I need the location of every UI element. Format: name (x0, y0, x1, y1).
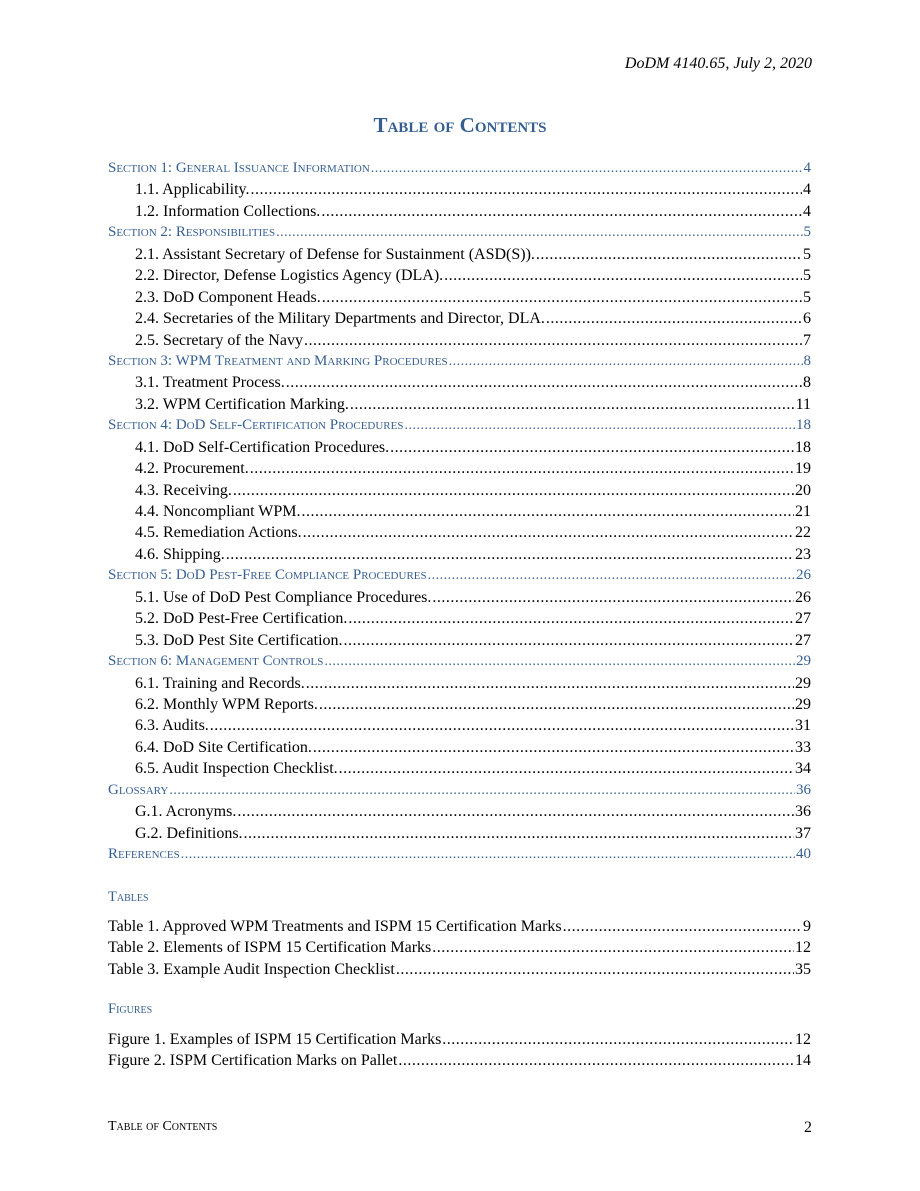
toc-section-entry-label: Section 4: DoD Self-Certification Procedures (108, 417, 404, 434)
table-list-entry[interactable] (108, 959, 811, 980)
toc-subsection-entry[interactable] (108, 201, 811, 222)
toc-subsection-entry[interactable] (108, 244, 811, 265)
figure-list-entry-label: Figure 1. Examples of ISPM 15 Certification Marks (108, 1031, 442, 1048)
dot-leader (244, 823, 794, 844)
toc-subsection-entry-label: 4.3. Receiving. (135, 481, 232, 499)
dot-leader (563, 916, 802, 937)
toc-subsection-entry-label: G.2. Definitions. (135, 824, 243, 842)
table-list-entry-page-number: 35 (795, 960, 811, 978)
dot-leader (449, 351, 803, 372)
toc-section-entry-label: Section 2: Responsibilities (108, 224, 276, 241)
toc-section-entry[interactable] (108, 158, 811, 179)
tables-list (108, 916, 811, 980)
tables-heading: Tables (108, 889, 149, 905)
toc-subsection-entry-page-number: 5 (803, 288, 811, 306)
toc-subsection-entry[interactable] (108, 694, 811, 715)
toc-subsection-entry[interactable] (108, 372, 811, 393)
toc-subsection-entry[interactable] (108, 608, 811, 629)
toc-section-entry-label: Glossary (108, 781, 169, 798)
toc-subsection-entry-label: 6.2. Monthly WPM Reports. (135, 695, 318, 713)
figures-list (108, 1029, 811, 1072)
figure-list-entry[interactable] (108, 1029, 811, 1050)
toc-subsection-entry-page-number: 29 (795, 695, 811, 713)
toc-subsection-entry-label: G.1. Acronyms. (135, 803, 237, 821)
toc-subsection-entry-page-number: 31 (795, 717, 811, 735)
dot-leader (324, 651, 795, 672)
toc-section-entry-page-number: 5 (803, 224, 811, 241)
dot-leader (250, 458, 794, 479)
toc-section-entry-page-number: 18 (796, 417, 811, 434)
dot-leader (226, 544, 794, 565)
toc-subsection-entry-page-number: 21 (795, 503, 811, 520)
toc-subsection-entry-page-number: 18 (795, 438, 811, 456)
dot-leader (350, 394, 795, 415)
dot-leader (348, 608, 794, 629)
toc-section-entry[interactable] (108, 351, 811, 372)
toc-subsection-entry-label: 1.2. Information Collections. (135, 202, 321, 220)
toc-subsection-entry[interactable] (108, 308, 811, 329)
dot-leader (276, 222, 802, 243)
dot-leader (313, 737, 794, 758)
dot-leader (442, 1029, 794, 1050)
dot-leader (169, 780, 795, 801)
dot-leader (396, 959, 794, 980)
dot-leader (321, 201, 802, 222)
toc-subsection-entry-page-number: 27 (795, 610, 811, 628)
toc-section-entry[interactable] (108, 415, 811, 436)
toc-section-entry-label: Section 1: General Issuance Information (108, 160, 370, 176)
toc-subsection-entry-label: 3.2. WPM Certification Marking. (135, 395, 349, 413)
toc-subsection-entry[interactable] (108, 522, 811, 543)
dot-leader (404, 415, 795, 436)
toc-subsection-entry-page-number: 5 (803, 245, 811, 263)
toc-subsection-entry-label: 6.1. Training and Records. (135, 674, 305, 692)
toc-subsection-entry-label: 4.1. DoD Self-Certification Procedures. (135, 438, 390, 456)
toc-subsection-entry[interactable] (108, 630, 811, 651)
toc-subsection-entry-page-number: 27 (795, 631, 811, 649)
toc-subsection-entry-label: 1.1. Applicability. (135, 181, 250, 199)
running-header: DoDM 4140.65, July 2, 2020 (624, 55, 812, 72)
figures-heading: Figures (108, 1001, 153, 1017)
toc-section-entry-label: Section 5: DoD Pest-Free Compliance Procedures (108, 567, 427, 584)
toc-subsection-entry-page-number: 37 (795, 824, 811, 842)
toc-subsection-entry-label: 5.1. Use of DoD Pest Compliance Procedures. (135, 588, 432, 606)
toc-subsection-entry-page-number: 34 (795, 760, 811, 778)
table-list-entry-page-number: 9 (803, 918, 811, 935)
dot-leader (398, 1050, 794, 1071)
toc-subsection-entry[interactable] (108, 801, 811, 822)
toc-section-entry-page-number: 29 (796, 653, 811, 670)
table-list-entry[interactable] (108, 916, 811, 937)
toc-section-entry-label: Section 3: WPM Treatment and Marking Procedures (108, 352, 448, 369)
toc-subsection-entry-page-number: 11 (795, 395, 811, 413)
figure-list-entry-label: Figure 2. ISPM Certification Marks on Pallet (108, 1052, 398, 1070)
dot-leader (233, 480, 794, 501)
toc-section-entry-page-number: 40 (796, 846, 811, 862)
toc-subsection-entry[interactable] (108, 394, 811, 415)
dot-leader (428, 565, 795, 586)
dot-leader (546, 308, 802, 329)
toc-subsection-entry[interactable] (108, 587, 811, 608)
page-title: Table of Contents (373, 113, 547, 137)
dot-leader (344, 630, 794, 651)
toc-subsection-entry-page-number: 33 (795, 738, 811, 756)
dot-leader (322, 287, 802, 308)
toc-subsection-entry-label: 6.4. DoD Site Certification. (135, 738, 312, 756)
toc-subsection-entry-label: 6.3. Audits. (135, 717, 209, 735)
toc-subsection-entry-label: 4.5. Remediation Actions. (135, 524, 302, 542)
toc-subsection-entry-label: 5.2. DoD Pest-Free Certification. (135, 610, 348, 628)
toc-subsection-entry-page-number: 4 (803, 181, 811, 199)
toc-subsection-entry[interactable] (108, 673, 811, 694)
figure-list-entry[interactable] (108, 1050, 811, 1071)
toc-subsection-entry-label: 4.6. Shipping. (135, 545, 225, 563)
dot-leader (210, 715, 794, 736)
dot-leader (301, 501, 794, 522)
table-list-entry[interactable] (108, 937, 811, 958)
toc-subsection-entry[interactable] (108, 437, 811, 458)
toc-subsection-entry[interactable] (108, 758, 811, 779)
dot-leader (181, 844, 795, 865)
toc-subsection-entry-page-number: 8 (803, 374, 811, 392)
table-list-entry-label: Table 1. Approved WPM Treatments and ISPM 15 Certification Marks (108, 918, 562, 935)
toc-section-entry-label: Section 6: Management Controls (108, 653, 324, 670)
dot-leader (303, 522, 794, 543)
toc-subsection-entry[interactable] (108, 330, 811, 351)
toc-subsection-entry-label: 2.2. Director, Defense Logistics Agency (DLA). (135, 267, 444, 285)
toc-section-entry[interactable] (108, 565, 811, 586)
dot-leader (432, 587, 794, 608)
toc-subsection-entry-label: 2.4. Secretaries of the Military Departments and Director, DLA. (135, 310, 545, 328)
toc-subsection-entry-label: 3.1. Treatment Process. (135, 374, 285, 392)
toc-section-entry-label: References (108, 846, 180, 862)
toc-section-entry-page-number: 36 (796, 781, 811, 798)
toc-subsection-entry-page-number: 7 (803, 331, 811, 349)
dot-leader (432, 937, 794, 958)
footer-page-number: 2 (804, 1119, 812, 1136)
dot-leader (304, 330, 802, 351)
toc-subsection-entry-label: 2.5. Secretary of the Navy (135, 331, 303, 349)
toc-subsection-entry-label: 2.3. DoD Component Heads. (135, 288, 321, 306)
toc-subsection-entry-page-number: 4 (803, 202, 811, 220)
dot-leader (306, 673, 794, 694)
dot-leader (371, 158, 803, 179)
dot-leader (319, 694, 794, 715)
toc-subsection-entry[interactable] (108, 458, 811, 479)
toc-section-entry-page-number: 8 (803, 352, 811, 369)
toc-subsection-entry-page-number: 36 (795, 803, 811, 821)
toc-subsection-entry-page-number: 6 (803, 310, 811, 328)
toc-section-entry[interactable] (108, 780, 811, 801)
toc-section-entry[interactable] (108, 844, 811, 865)
toc-subsection-entry[interactable] (108, 823, 811, 844)
toc-subsection-entry[interactable] (108, 737, 811, 758)
toc-subsection-entry[interactable] (108, 544, 811, 565)
toc-subsection-entry-page-number: 23 (795, 545, 811, 563)
toc-subsection-entry[interactable] (108, 265, 811, 286)
footer-section-label: Table of Contents (108, 1119, 218, 1134)
figure-list-entry-page-number: 14 (795, 1052, 811, 1070)
toc-subsection-entry-page-number: 22 (795, 524, 811, 542)
toc-section-entry-page-number: 26 (796, 567, 811, 584)
toc-subsection-entry-label: 4.2. Procurement. (135, 460, 249, 478)
toc-subsection-entry[interactable] (108, 501, 811, 522)
toc-subsection-entry-page-number: 20 (795, 481, 811, 499)
toc-section-entry-page-number: 4 (803, 160, 811, 176)
dot-leader (251, 179, 802, 200)
toc-subsection-entry[interactable] (108, 179, 811, 200)
dot-leader (390, 437, 794, 458)
toc-subsection-entry-page-number: 5 (803, 267, 811, 285)
toc-subsection-entry-page-number: 19 (795, 460, 811, 478)
table-list-entry-label: Table 2. Elements of ISPM 15 Certification Marks (108, 939, 432, 957)
dot-leader (536, 244, 802, 265)
dot-leader (339, 758, 794, 779)
dot-leader (444, 265, 802, 286)
toc-subsection-entry-page-number: 29 (795, 674, 811, 692)
toc-section-entry[interactable] (108, 651, 811, 672)
dot-leader (286, 372, 802, 393)
table-of-contents (108, 158, 811, 865)
figure-list-entry-page-number: 12 (795, 1031, 811, 1048)
toc-subsection-entry[interactable] (108, 480, 811, 501)
toc-subsection-entry-label: 6.5. Audit Inspection Checklist. (135, 760, 338, 778)
toc-section-entry[interactable] (108, 222, 811, 243)
toc-subsection-entry[interactable] (108, 287, 811, 308)
table-list-entry-page-number: 12 (795, 939, 811, 957)
toc-subsection-entry-label: 5.3. DoD Pest Site Certification. (135, 631, 343, 649)
toc-subsection-entry-label: 2.1. Assistant Secretary of Defense for Sustainment (ASD(S)). (135, 245, 535, 263)
toc-subsection-entry-page-number: 26 (795, 588, 811, 606)
table-list-entry-label: Table 3. Example Audit Inspection Checklist (108, 960, 395, 978)
toc-subsection-entry[interactable] (108, 715, 811, 736)
dot-leader (237, 801, 794, 822)
toc-subsection-entry-label: 4.4. Noncompliant WPM. (135, 503, 301, 520)
